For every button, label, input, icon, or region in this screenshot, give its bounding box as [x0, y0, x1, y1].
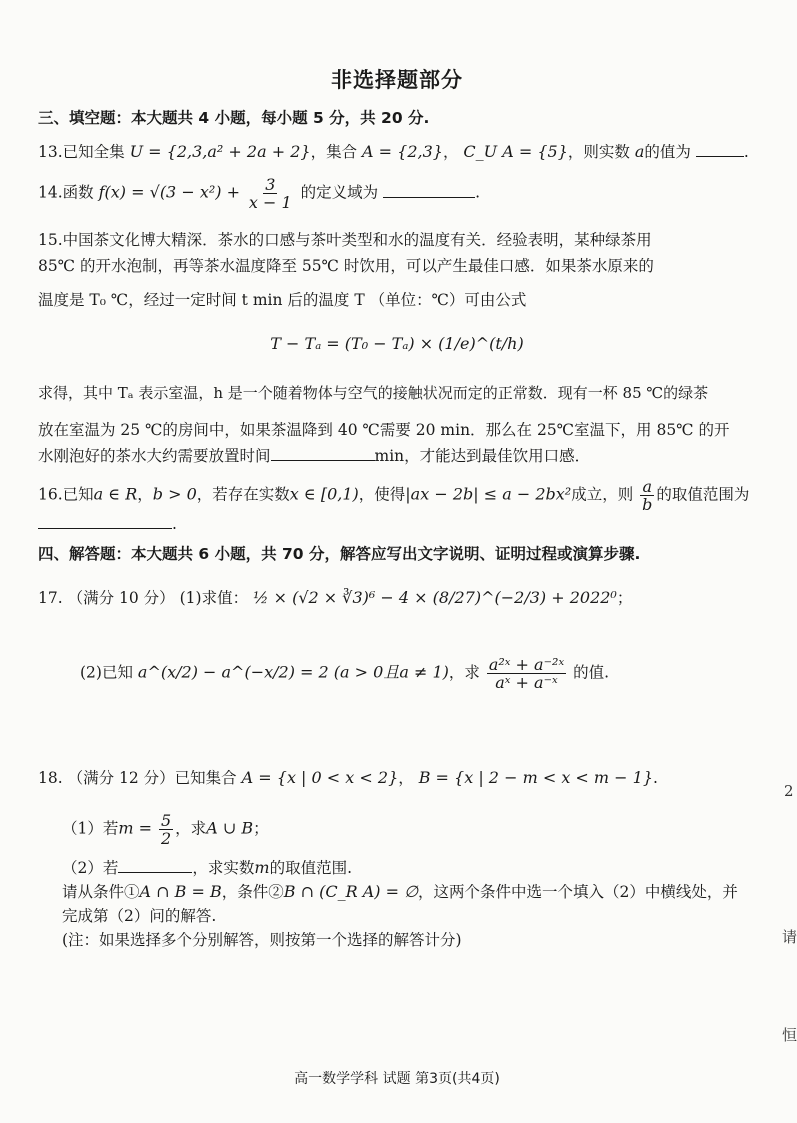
- q17-part1-expression: ½ × (√2 × ∛3)⁶ − 4 × (8/27)^(−2/3) + 2022⁰: [253, 588, 617, 607]
- q18-condition-blank[interactable]: [118, 858, 192, 873]
- q13-text: ，集合: [310, 143, 358, 161]
- q18-points: （满分 12 分）: [67, 769, 175, 787]
- q18-part2-label: （2）若: [62, 859, 119, 877]
- q18-part1-m: m =: [118, 818, 153, 838]
- q16-text: 的取值范围为: [656, 485, 750, 504]
- q15-text: 水刚泡好的茶水大约需要放置时间: [38, 447, 271, 465]
- q16-fraction: [640, 478, 654, 513]
- q16-text: 成立，则: [571, 485, 634, 504]
- q16-inequality: |ax − 2b| ≤ a − 2bx²: [405, 484, 572, 504]
- q13-complement: C_U A = {5}: [463, 142, 568, 161]
- q18-condition-1: A ∩ B = B: [139, 882, 222, 901]
- q18-text: ，条件②: [221, 883, 284, 901]
- page-title: 非选择题部分: [331, 68, 463, 92]
- q14-frac-den: x − 1: [248, 193, 292, 212]
- section-heading-fill-in: 三、填空题：本大题共 4 小题，每小题 5 分，共 20 分.: [38, 109, 430, 127]
- q16-text: ，使得: [358, 485, 406, 504]
- q14-answer-blank[interactable]: [383, 183, 475, 198]
- page-footer: 高一数学学科 试题 第3页(共4页): [294, 1071, 500, 1087]
- q18-text: 请从条件①: [62, 883, 140, 901]
- q15-line-5: 放在室温为 25 ℃的房间中，如果茶温降到 40 ℃需要 20 min．那么在 25℃室温下，用 85℃ 的开: [38, 421, 730, 439]
- q18-note: (注：如果选择多个分别解答，则按第一个选择的解答计分): [62, 931, 462, 949]
- q18-number: 18.: [38, 769, 63, 787]
- q18-frac-den: 2: [160, 829, 172, 848]
- q16-cond-a: a ∈ R: [93, 484, 138, 504]
- q15-line-4: 求得，其中 Tₐ 表示室温，h 是一个随着物体与空气的接触状况而定的正常数．现有一杯 85 ℃的绿茶: [38, 384, 709, 402]
- q16-frac-num: a: [642, 477, 653, 496]
- question-17: [38, 586, 632, 608]
- q18-condition-2: B ∩ (C_R A) = ∅: [283, 882, 419, 901]
- q16-frac-den: b: [642, 495, 653, 514]
- question-13: [38, 140, 749, 162]
- question-14: [38, 176, 480, 211]
- q18-text: ，求实数: [192, 859, 255, 877]
- q14-number: 14.: [38, 183, 63, 202]
- q13-number: 13.: [38, 143, 63, 161]
- q18-set-a: A = {x | 0 < x < 2}: [241, 768, 399, 787]
- q17-part2-label: (2)已知: [80, 663, 133, 682]
- q15-line-6: [38, 444, 590, 466]
- q18-text: 的取值范围.: [269, 859, 352, 877]
- q14-expr: f(x) = √(3 − x²) +: [98, 182, 240, 202]
- q17-text: 的值.: [573, 663, 609, 682]
- q18-part-2: [62, 856, 352, 878]
- q18-choose-line-2: 完成第（2）问的解答.: [62, 907, 217, 925]
- q18-part-1: [62, 812, 269, 847]
- q17-points: （满分 10 分）: [67, 589, 175, 607]
- q18-text: 已知集合: [174, 769, 237, 787]
- q13-text: 已知全集: [62, 143, 125, 161]
- q13-set-u: U = {2,3,a² + 2a + 2}: [129, 142, 311, 161]
- q13-text: ，: [442, 143, 459, 161]
- q17-part1-label: (1)求值：: [179, 589, 249, 607]
- q13-set-a: A = {2,3}: [362, 142, 443, 161]
- q18-part1-fraction: [159, 812, 173, 847]
- q16-cond-b: b > 0: [152, 484, 197, 504]
- q15-formula: T − Tₐ = (T₀ − Tₐ) × (1/e)^(t/h): [270, 334, 524, 353]
- edge-char: 2: [784, 782, 794, 800]
- edge-char: 请: [782, 928, 797, 946]
- q16-text: 16.已知: [38, 485, 94, 504]
- q13-end: .: [743, 143, 749, 161]
- q13-text: 的值为: [644, 143, 691, 161]
- q18-part2-var: m: [254, 858, 270, 877]
- q14-end: .: [475, 183, 481, 202]
- q15-text: min，才能达到最佳饮用口感．: [374, 447, 591, 465]
- q15-line-3: 温度是 T₀ ℃，经过一定时间 t min 后的温度 T （单位：℃）可由公式: [38, 291, 527, 309]
- q17-part2-condition: a^(x/2) − a^(−x/2) = 2 (a > 0且a ≠ 1): [137, 662, 449, 682]
- q18-text: ，求: [175, 819, 207, 838]
- q14-frac-num: 3: [265, 175, 276, 194]
- q16-answer-line: [38, 514, 177, 533]
- q17-text: ，求: [448, 663, 480, 682]
- q16-text: ，: [137, 485, 153, 504]
- q15-answer-blank[interactable]: [271, 446, 375, 461]
- q18-text: ，这两个条件中选一个填入（2）中横线处，并: [418, 883, 738, 901]
- q18-choose-line-1: [62, 880, 738, 902]
- q18-text: ；: [253, 819, 269, 838]
- q16-end: .: [172, 515, 177, 533]
- q15-line-2: 85℃ 的开水泡制，再等茶水温度降至 55℃ 时饮用，可以产生最佳口感．如果茶水原来的: [38, 257, 654, 275]
- q18-set-b: B = {x | 2 − m < x < m − 1}: [418, 768, 654, 787]
- q16-cond-x: x ∈ [0,1): [289, 484, 359, 504]
- q14-text: 函数: [62, 183, 94, 202]
- q16-answer-blank[interactable]: [38, 514, 172, 529]
- q18-part1-label: （1）若: [62, 819, 119, 838]
- q13-answer-blank[interactable]: [696, 142, 744, 157]
- q15-line-1: 15.中国茶文化博大精深．茶水的口感与茶叶类型和水的温度有关．经验表明，某种绿茶用: [38, 231, 652, 249]
- q18-frac-num: 5: [160, 811, 172, 830]
- q17-number: 17.: [38, 589, 63, 607]
- question-16: [38, 478, 749, 513]
- q18-part1-union: A ∪ B: [206, 818, 254, 838]
- q14-text: 的定义域为: [300, 183, 379, 202]
- q13-text: ，则实数: [567, 143, 630, 161]
- q17-frac-num: a²ˣ + a⁻²ˣ: [488, 655, 565, 674]
- question-18: [38, 766, 658, 788]
- q13-var: a: [634, 142, 645, 161]
- q17-part-2: [80, 656, 609, 691]
- q17-text: ；: [616, 589, 633, 607]
- q17-part2-fraction: [487, 656, 566, 691]
- q14-fraction: [247, 176, 294, 211]
- section-heading-solutions: 四、解答题：本大题共 6 小题，共 70 分，解答应写出文字说明、证明过程或演算步骤.: [38, 545, 641, 563]
- q18-text: ，: [398, 769, 414, 787]
- q18-text: .: [653, 769, 658, 787]
- q17-frac-den: aˣ + a⁻ˣ: [495, 673, 558, 692]
- q16-text: ，若存在实数: [196, 485, 290, 504]
- edge-char: 恒: [782, 1026, 797, 1044]
